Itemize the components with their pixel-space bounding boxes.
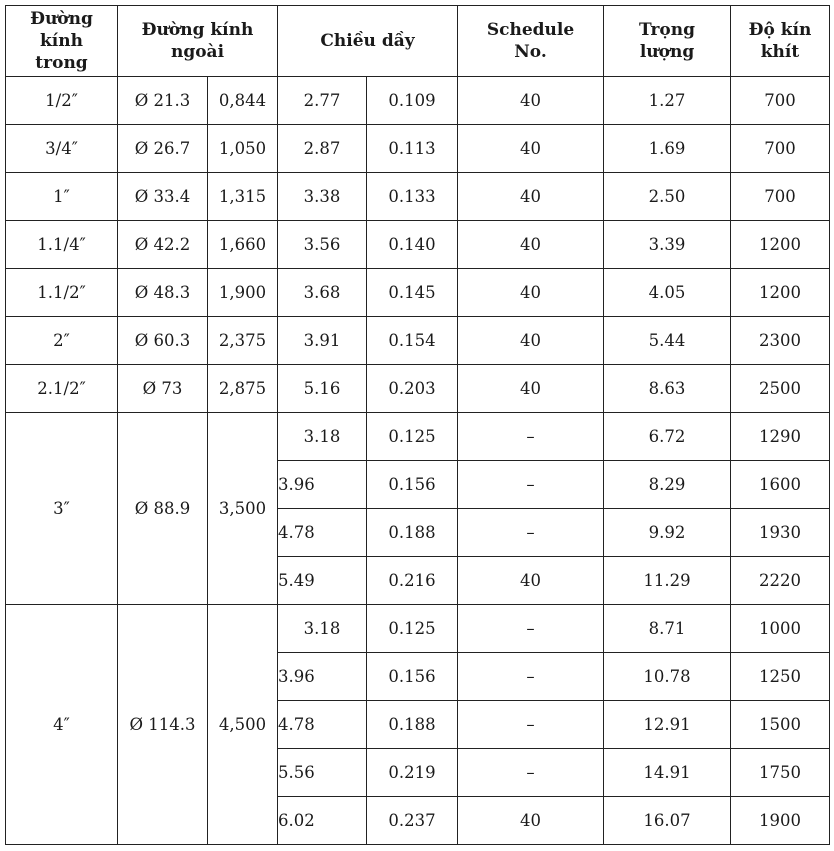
schedule-cell: –: [458, 749, 604, 797]
thickness-in-cell: 0.154: [367, 317, 458, 365]
thickness-mm-cell: 3.91: [278, 317, 367, 365]
table-row: [6, 605, 830, 653]
weight-cell: 8.71: [604, 605, 731, 653]
thickness-mm-cell: 2.87: [278, 125, 367, 173]
schedule-cell: –: [458, 653, 604, 701]
schedule-cell: –: [458, 605, 604, 653]
thickness-mm-cell: 4.78: [278, 509, 367, 557]
pressure-cell: 2300: [731, 317, 830, 365]
thickness-in-cell: 0.140: [367, 221, 458, 269]
schedule-cell: –: [458, 701, 604, 749]
header-thickness: Chiều dầy: [278, 6, 458, 77]
thickness-mm-cell: 2.77: [278, 77, 367, 125]
outer-diameter-in-cell: 1,900: [208, 269, 278, 317]
thickness-mm-cell: 3.18: [278, 413, 367, 461]
pressure-cell: 700: [731, 77, 830, 125]
pressure-cell: 1000: [731, 605, 830, 653]
schedule-cell: 40: [458, 317, 604, 365]
thickness-in-cell: 0.145: [367, 269, 458, 317]
inner-diameter-cell: 4″: [6, 605, 118, 845]
thickness-mm-cell: 3.96: [278, 653, 367, 701]
weight-cell: 5.44: [604, 317, 731, 365]
schedule-cell: –: [458, 413, 604, 461]
pipe-spec-table: [5, 5, 830, 845]
table-row: [6, 317, 830, 365]
weight-cell: 9.92: [604, 509, 731, 557]
weight-cell: 2.50: [604, 173, 731, 221]
inner-diameter-cell: 2.1/2″: [6, 365, 118, 413]
outer-diameter-in-cell: 1,050: [208, 125, 278, 173]
weight-cell: 16.07: [604, 797, 731, 845]
thickness-in-cell: 0.219: [367, 749, 458, 797]
header-schedule: Schedule No.: [458, 6, 604, 77]
outer-diameter-in-cell: 2,375: [208, 317, 278, 365]
outer-diameter-mm-cell: Ø 42.2: [118, 221, 208, 269]
schedule-cell: 40: [458, 77, 604, 125]
inner-diameter-cell: 3/4″: [6, 125, 118, 173]
outer-diameter-in-cell: 1,660: [208, 221, 278, 269]
schedule-cell: 40: [458, 221, 604, 269]
thickness-in-cell: 0.133: [367, 173, 458, 221]
outer-diameter-in-cell: 4,500: [208, 605, 278, 845]
pressure-cell: 1750: [731, 749, 830, 797]
schedule-cell: 40: [458, 557, 604, 605]
schedule-cell: 40: [458, 269, 604, 317]
weight-cell: 6.72: [604, 413, 731, 461]
thickness-mm-cell: 3.56: [278, 221, 367, 269]
weight-cell: 11.29: [604, 557, 731, 605]
table-row: [6, 173, 830, 221]
thickness-in-cell: 0.156: [367, 653, 458, 701]
thickness-mm-cell: 5.16: [278, 365, 367, 413]
table-row: [6, 77, 830, 125]
table-row: [6, 125, 830, 173]
inner-diameter-cell: 2″: [6, 317, 118, 365]
thickness-mm-cell: 3.38: [278, 173, 367, 221]
inner-diameter-cell: 1″: [6, 173, 118, 221]
weight-cell: 12.91: [604, 701, 731, 749]
weight-cell: 1.27: [604, 77, 731, 125]
pressure-cell: 1930: [731, 509, 830, 557]
weight-cell: 8.63: [604, 365, 731, 413]
table-row: [6, 413, 830, 461]
thickness-mm-cell: 3.96: [278, 461, 367, 509]
outer-diameter-in-cell: 3,500: [208, 413, 278, 605]
weight-cell: 3.39: [604, 221, 731, 269]
schedule-cell: –: [458, 461, 604, 509]
thickness-in-cell: 0.188: [367, 701, 458, 749]
pressure-cell: 1500: [731, 701, 830, 749]
pressure-cell: 1290: [731, 413, 830, 461]
pressure-cell: 2500: [731, 365, 830, 413]
header-inner-diameter: Đường kính trong: [6, 6, 118, 77]
schedule-cell: 40: [458, 797, 604, 845]
pressure-cell: 1600: [731, 461, 830, 509]
header-row: [6, 6, 830, 77]
inner-diameter-cell: 3″: [6, 413, 118, 605]
outer-diameter-mm-cell: Ø 33.4: [118, 173, 208, 221]
pressure-cell: 1200: [731, 269, 830, 317]
inner-diameter-cell: 1/2″: [6, 77, 118, 125]
table-row: [6, 221, 830, 269]
outer-diameter-mm-cell: Ø 73: [118, 365, 208, 413]
outer-diameter-mm-cell: Ø 88.9: [118, 413, 208, 605]
pressure-cell: 1200: [731, 221, 830, 269]
pressure-cell: 700: [731, 173, 830, 221]
schedule-cell: 40: [458, 125, 604, 173]
weight-cell: 10.78: [604, 653, 731, 701]
thickness-in-cell: 0.125: [367, 413, 458, 461]
outer-diameter-in-cell: 0,844: [208, 77, 278, 125]
thickness-mm-cell: 5.56: [278, 749, 367, 797]
header-outer-diameter: Đường kính ngoài: [118, 6, 278, 77]
outer-diameter-in-cell: 1,315: [208, 173, 278, 221]
thickness-in-cell: 0.113: [367, 125, 458, 173]
header-pressure: Độ kín khít: [731, 6, 830, 77]
schedule-cell: 40: [458, 365, 604, 413]
pressure-cell: 2220: [731, 557, 830, 605]
schedule-cell: 40: [458, 173, 604, 221]
thickness-in-cell: 0.216: [367, 557, 458, 605]
thickness-mm-cell: 6.02: [278, 797, 367, 845]
weight-cell: 1.69: [604, 125, 731, 173]
inner-diameter-cell: 1.1/4″: [6, 221, 118, 269]
outer-diameter-mm-cell: Ø 21.3: [118, 77, 208, 125]
thickness-mm-cell: 5.49: [278, 557, 367, 605]
thickness-mm-cell: 3.18: [278, 605, 367, 653]
outer-diameter-in-cell: 2,875: [208, 365, 278, 413]
thickness-in-cell: 0.125: [367, 605, 458, 653]
weight-cell: 8.29: [604, 461, 731, 509]
table-row: [6, 269, 830, 317]
outer-diameter-mm-cell: Ø 26.7: [118, 125, 208, 173]
thickness-in-cell: 0.203: [367, 365, 458, 413]
thickness-in-cell: 0.156: [367, 461, 458, 509]
header-weight: Trọng lượng: [604, 6, 731, 77]
thickness-in-cell: 0.237: [367, 797, 458, 845]
thickness-mm-cell: 3.68: [278, 269, 367, 317]
outer-diameter-mm-cell: Ø 60.3: [118, 317, 208, 365]
thickness-in-cell: 0.188: [367, 509, 458, 557]
table-row: [6, 365, 830, 413]
thickness-in-cell: 0.109: [367, 77, 458, 125]
thickness-mm-cell: 4.78: [278, 701, 367, 749]
weight-cell: 14.91: [604, 749, 731, 797]
inner-diameter-cell: 1.1/2″: [6, 269, 118, 317]
pressure-cell: 700: [731, 125, 830, 173]
pressure-cell: 1250: [731, 653, 830, 701]
outer-diameter-mm-cell: Ø 114.3: [118, 605, 208, 845]
pressure-cell: 1900: [731, 797, 830, 845]
weight-cell: 4.05: [604, 269, 731, 317]
schedule-cell: –: [458, 509, 604, 557]
outer-diameter-mm-cell: Ø 48.3: [118, 269, 208, 317]
